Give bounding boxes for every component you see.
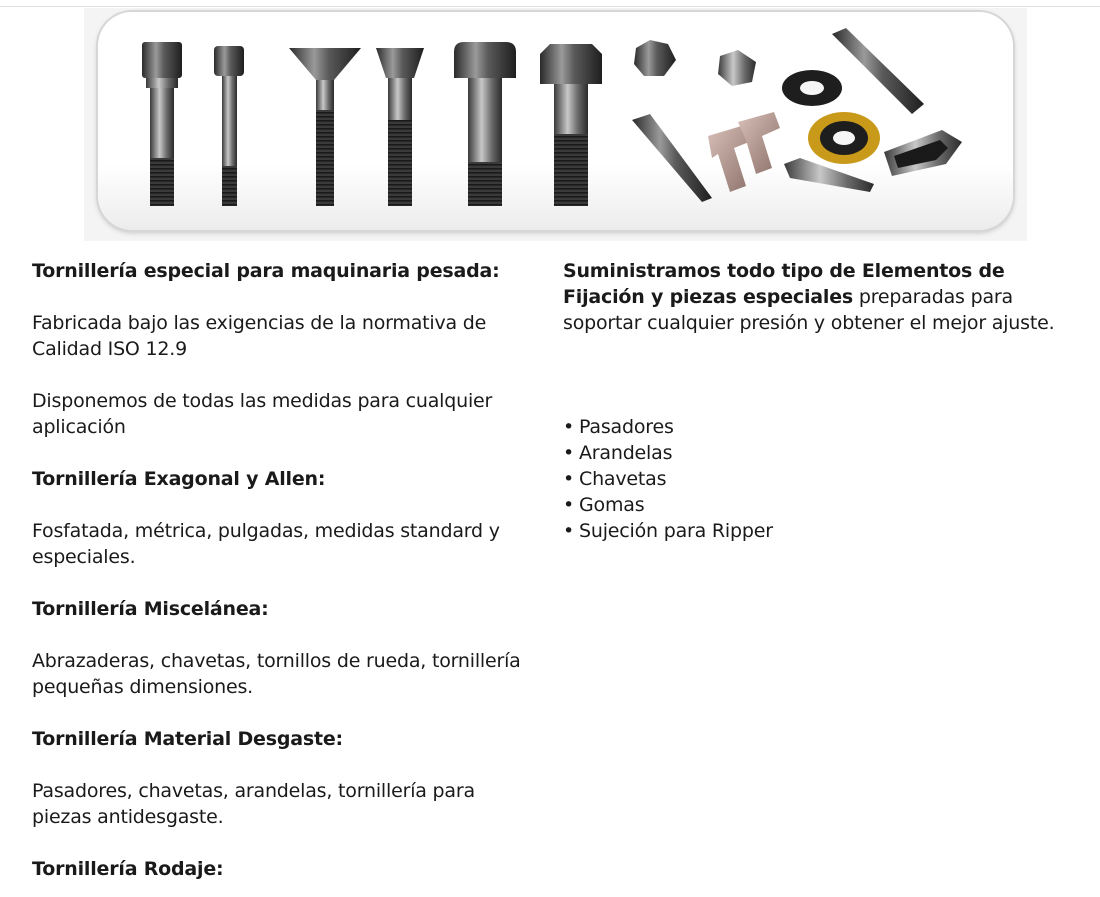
list-item: • Chavetas bbox=[563, 468, 667, 490]
washer-icon bbox=[782, 70, 842, 106]
text-iso-quality: Fabricada bajo las exigencias de la normativa de Calidad ISO 12.9 bbox=[32, 312, 487, 360]
rubber-lock-icon bbox=[884, 130, 962, 176]
ripper-key-icon bbox=[708, 112, 780, 192]
heading-hex-allen: Tornillería Exagonal y Allen: bbox=[32, 468, 326, 490]
hex-nut-icon bbox=[634, 40, 676, 76]
list-item: • Pasadores bbox=[563, 416, 674, 438]
right-column bbox=[563, 258, 1063, 544]
list-item: • Sujeción para Ripper bbox=[563, 520, 773, 542]
heading-heavy-machinery: Tornillería especial para maquinaria pesada: bbox=[32, 260, 500, 282]
text-all-sizes: Disponemos de todas las medidas para cualquier aplicación bbox=[32, 390, 493, 438]
heading-misc: Tornillería Miscelánea: bbox=[32, 598, 269, 620]
intro-rest: preparadas para soportar cualquier presión y obtener el mejor ajuste. bbox=[563, 286, 1055, 334]
text-hex-allen: Fosfatada, métrica, pulgadas, medidas standard y especiales. bbox=[32, 520, 500, 568]
intro-paragraph bbox=[563, 258, 1063, 336]
small-nut-icon bbox=[718, 50, 756, 86]
countersunk-bolt-icon bbox=[289, 48, 361, 206]
bullet-icon: • bbox=[563, 468, 575, 490]
bullet-icon: • bbox=[563, 442, 575, 464]
hex-head-bolt-icon bbox=[540, 44, 602, 206]
top-divider bbox=[0, 6, 1100, 7]
heading-running-gear: Tornillería Rodaje: bbox=[32, 858, 224, 880]
intro-bold: Suministramos todo tipo de Elementos de Fijación y piezas especiales bbox=[563, 260, 1005, 308]
products-list bbox=[563, 414, 1063, 544]
pin-icon bbox=[832, 28, 924, 114]
wedge-key-icon bbox=[784, 158, 874, 192]
left-column bbox=[32, 258, 532, 882]
bullet-icon: • bbox=[563, 520, 575, 542]
text-wear-material: Pasadores, chavetas, arandelas, tornillería para piezas antidesgaste. bbox=[32, 780, 475, 828]
text-misc: Abrazaderas, chavetas, tornillos de rueda, tornillería pequeñas dimensiones. bbox=[32, 650, 521, 698]
dome-head-bolt-icon bbox=[454, 42, 516, 206]
tapered-pin-icon bbox=[632, 114, 712, 202]
bolt-12-point-icon bbox=[142, 42, 182, 206]
list-item: • Arandelas bbox=[563, 442, 673, 464]
bullet-icon: • bbox=[563, 494, 575, 516]
socket-cap-screw-icon bbox=[214, 46, 244, 206]
bullet-icon: • bbox=[563, 416, 575, 438]
plow-bolt-icon bbox=[376, 48, 424, 206]
gold-washer-icon bbox=[808, 112, 880, 164]
fasteners-illustration bbox=[84, 8, 1027, 241]
fasteners-banner bbox=[84, 8, 1027, 241]
list-item: • Gomas bbox=[563, 494, 645, 516]
heading-wear-material: Tornillería Material Desgaste: bbox=[32, 728, 343, 750]
